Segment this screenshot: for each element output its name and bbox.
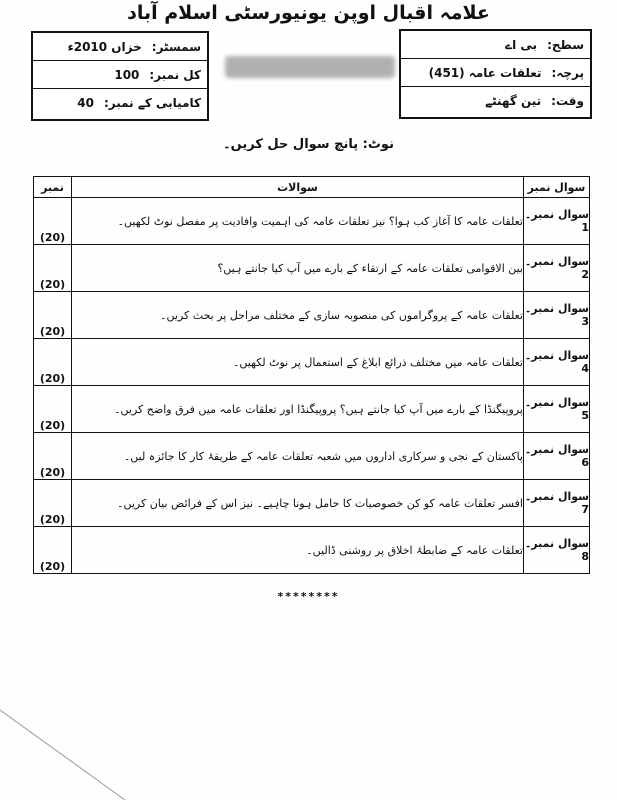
- paper-row: [401, 59, 590, 87]
- question-number: سوال نمبر۔1: [524, 198, 590, 245]
- question-text: تعلقات عامہ کا آغاز کب ہوا؟ نیز تعلقات عامہ کی اہمیت وافادیت پر مفصل نوٹ لکھیں۔: [72, 198, 524, 245]
- time-label: وقت:: [551, 94, 584, 108]
- exam-info-box: [31, 31, 209, 121]
- time-value: تین گھنٹے: [485, 94, 542, 108]
- question-marks: (20): [34, 198, 72, 245]
- question-text: تعلقات عامہ کے پروگراموں کی منصوبہ سازی کے مختلف مراحل پر بحث کریں۔: [72, 292, 524, 339]
- time-row: [401, 87, 590, 115]
- paper-fold-line: [0, 700, 130, 800]
- question-number: سوال نمبر۔5: [524, 386, 590, 433]
- total-marks-label: کل نمبر:: [149, 67, 201, 82]
- table-row: [34, 480, 590, 527]
- instruction-note: [0, 137, 617, 152]
- question-number: سوال نمبر۔3: [524, 292, 590, 339]
- question-text: پروپیگنڈا کے بارے میں آپ کیا جانتے ہیں؟ پروپیگنڈا اور تعلقات عامہ میں فرق واضح کریں۔: [72, 386, 524, 433]
- pass-marks-value: 40: [77, 96, 94, 110]
- question-number: سوال نمبر۔2: [524, 245, 590, 292]
- end-of-paper-stars: ********: [277, 590, 340, 603]
- question-number: سوال نمبر۔7: [524, 480, 590, 527]
- table-row: [34, 527, 590, 574]
- question-marks: (20): [34, 527, 72, 574]
- questions-table: [33, 176, 590, 574]
- table-row: [34, 339, 590, 386]
- question-number: سوال نمبر۔4: [524, 339, 590, 386]
- table-row: [34, 386, 590, 433]
- table-row: [34, 292, 590, 339]
- course-info-box: [399, 29, 592, 119]
- question-marks: (20): [34, 339, 72, 386]
- level-label: سطح:: [547, 37, 584, 52]
- question-marks: (20): [34, 480, 72, 527]
- note-label: نوٹ:: [362, 137, 394, 152]
- table-row: [34, 245, 590, 292]
- paper-label: پرچہ:: [551, 65, 584, 80]
- total-marks-row: [33, 61, 207, 89]
- question-text: بین الاقوامی تعلقات عامہ کے ارتقاء کے بارے میں آپ کیا جانتے ہیں؟: [72, 245, 524, 292]
- table-row: [34, 198, 590, 245]
- pass-marks-row: [33, 89, 207, 117]
- question-text: افسر تعلقات عامہ کو کن خصوصیات کا حامل ہونا چاہیے۔ نیز اس کے فرائض بیان کریں۔: [72, 480, 524, 527]
- question-text: پاکستان کے نجی و سرکاری اداروں میں شعبہ تعلقات عامہ کے طریقۂ کار کا جائزہ لیں۔: [72, 433, 524, 480]
- header-question-number: سوال نمبر: [524, 177, 590, 198]
- question-marks: (20): [34, 245, 72, 292]
- question-marks: (20): [34, 386, 72, 433]
- note-text: پانچ سوال حل کریں۔: [223, 137, 359, 152]
- header-questions: سوالات: [72, 177, 524, 198]
- semester-row: [33, 33, 207, 61]
- question-marks: (20): [34, 433, 72, 480]
- question-text: تعلقات عامہ کے ضابطۂ اخلاق پر روشنی ڈالیں۔: [72, 527, 524, 574]
- level-value: بی اے: [505, 37, 538, 52]
- paper-value: تعلقات عامہ (451): [428, 65, 542, 80]
- university-title: علامہ اقبال اوپن یونیورسٹی اسلام آباد: [127, 2, 490, 24]
- question-number: سوال نمبر۔8: [524, 527, 590, 574]
- header-marks: نمبر: [34, 177, 72, 198]
- pass-marks-label: کامیابی کے نمبر:: [103, 96, 201, 110]
- question-number: سوال نمبر۔6: [524, 433, 590, 480]
- semester-label: سمسٹر:: [151, 39, 201, 54]
- table-header-row: [34, 177, 590, 198]
- semester-value: خزاں 2010ء: [67, 39, 142, 54]
- total-marks-value: 100: [114, 67, 140, 82]
- question-text: تعلقات عامہ میں مختلف ذرائع ابلاغ کے استعمال پر نوٹ لکھیں۔: [72, 339, 524, 386]
- question-marks: (20): [34, 292, 72, 339]
- table-row: [34, 433, 590, 480]
- redacted-area: [225, 56, 395, 78]
- level-row: [401, 31, 590, 59]
